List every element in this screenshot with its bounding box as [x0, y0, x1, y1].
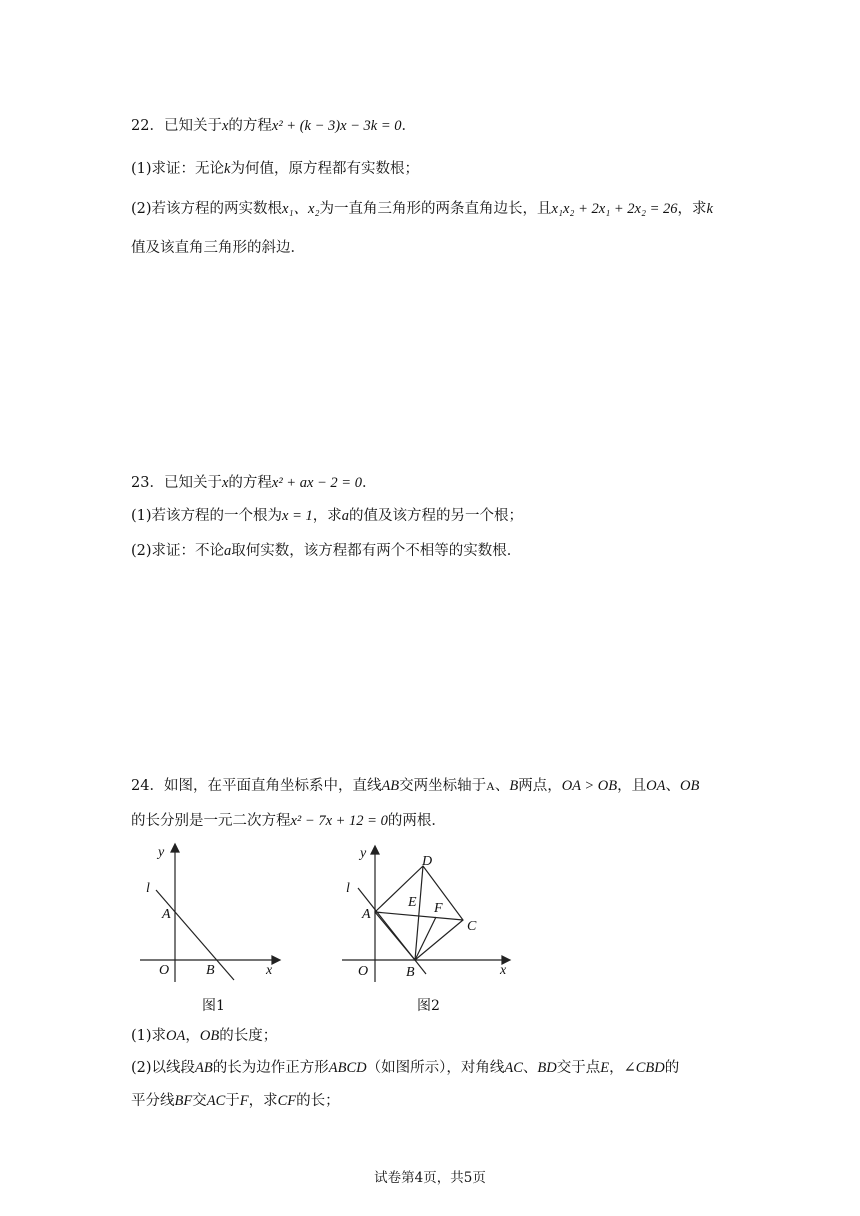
fig2-y-arrow [371, 846, 379, 854]
q24-equation: x² − 7x + 12 = 0 [290, 813, 388, 829]
fig2-label-A: A [362, 907, 371, 922]
q24-part1: (1)求OA，OB的长度； [131, 1028, 278, 1044]
q23-equation: x² + ax − 2 = 0 [271, 475, 362, 491]
fig2-label-x: x [500, 963, 507, 978]
q24-stem-line2: 的长分别是一元二次方程x² − 7x + 12 = 0的两根． [131, 813, 446, 829]
fig1-label-l: l [146, 881, 150, 896]
fig2-label-B: B [406, 965, 415, 980]
q22-part2-line2: 值及该直角三角形的斜边． [131, 240, 305, 256]
fig2-label-F: F [434, 901, 443, 916]
q22-part1: (1)求证：无论k为何值，原方程都有实数根； [131, 161, 419, 177]
fig1-label-O: O [159, 963, 170, 978]
fig2-label-O: O [358, 964, 369, 979]
fig2-label-y: y [360, 846, 367, 861]
page-footer: 试卷第4页，共5页 [374, 1170, 486, 1186]
figure-2 [338, 840, 518, 990]
q22-condition: x₁x₂ + 2x₁ + 2x₂ = 26 [551, 201, 678, 217]
fig1-label-x: x [266, 963, 273, 978]
fig1-label-A: A [162, 907, 171, 922]
figure-1 [134, 840, 284, 990]
q22-part2: (2)若该方程的两实数根x₁、x₂为一直角三角形的两条直角边长，且x₁x₂ + 2x₁ + 2x₂ = 26，求k [131, 201, 713, 217]
q24-part2: (2)以线段AB的长为边作正方形ABCD（如图所示），对角线AC、BD交于点E，∠CBD的 [131, 1060, 680, 1076]
fig1-label-y: y [158, 845, 165, 860]
figure-1-caption: 图1 [202, 998, 225, 1014]
q24-stem: 24．如图，在平面直角坐标系中，直线AB交两坐标轴于A、B两点，OA > OB，且OA、OB [131, 778, 700, 794]
q22-equation: x² + (k − 3)x − 3k = 0 [271, 118, 402, 134]
q23-part1: (1)若该方程的一个根为x = 1，求a的值及该方程的另一个根； [131, 508, 524, 524]
q23-stem: 23．已知关于x的方程x² + ax − 2 = 0． [131, 475, 377, 491]
fig1-x-arrow [272, 956, 280, 964]
fig1-y-arrow [171, 844, 179, 852]
fig1-label-B: B [206, 963, 215, 978]
fig2-label-l: l [346, 881, 350, 896]
fig2-label-D: D [422, 854, 433, 869]
fig2-label-C: C [467, 919, 477, 934]
q23-part2: (2)求证：不论a取何实数，该方程都有两个不相等的实数根． [131, 543, 522, 559]
figure-2-caption: 图2 [417, 998, 440, 1014]
q22-stem: 22．已知关于x的方程x² + (k − 3)x − 3k = 0． [131, 118, 417, 134]
q24-part2-line2: 平分线BF交AC于F，求CF的长； [131, 1093, 340, 1109]
fig2-label-E: E [408, 895, 417, 910]
